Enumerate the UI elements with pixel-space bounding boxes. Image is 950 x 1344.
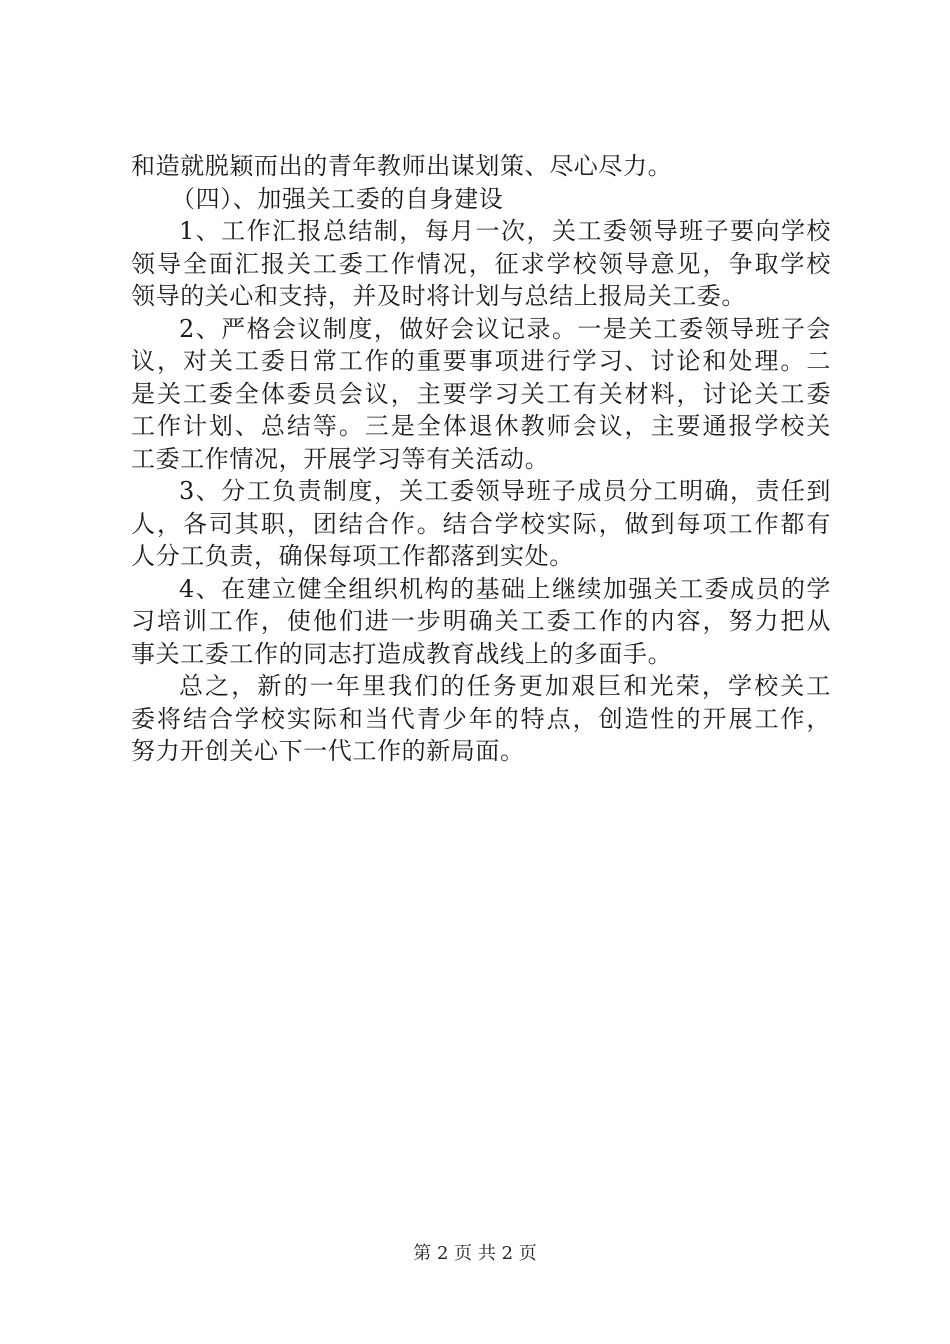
paragraph-2-line: 议，对关工委日常工作的重要事项进行学习、讨论和处理。二 bbox=[131, 347, 831, 375]
text-line: 和造就脱颖而出的青年教师出谋划策、尽心尽力。 bbox=[131, 152, 673, 180]
conclusion-line: 总之，新的一年里我们的任务更加艰巨和光荣，学校关工 bbox=[179, 672, 831, 700]
paragraph-3-line: 人分工负责，确保每项工作都落到实处。 bbox=[131, 542, 574, 570]
conclusion-line: 委将结合学校实际和当代青少年的特点，创造性的开展工作， bbox=[131, 704, 831, 733]
paragraph-1-line: 领导全面汇报关工委工作情况，征求学校领导意见，争取学校 bbox=[131, 249, 831, 278]
paragraph-2-line: 2、严格会议制度，做好会议记录。一是关工委领导班子会 bbox=[179, 314, 831, 343]
paragraph-3-line: 3、分工负责制度，关工委领导班子成员分工明确，责任到 bbox=[179, 477, 831, 505]
paragraph-2-line: 工作计划、总结等。三是全体退休教师会议，主要通报学校关 bbox=[131, 412, 831, 440]
document-body bbox=[131, 150, 831, 768]
paragraph-4-line: 4、在建立健全组织机构的基础上继续加强关工委成员的学 bbox=[179, 574, 831, 603]
paragraph-4-line: 事关工委工作的同志打造成教育战线上的多面手。 bbox=[131, 639, 673, 668]
page-number-footer: 第 2 页 共 2 页 bbox=[413, 1243, 537, 1264]
section-heading: （四）、加强关工委的自身建设 bbox=[171, 184, 504, 213]
paragraph-1-line: 领导的关心和支持，并及时将计划与总结上报局关工委。 bbox=[131, 282, 746, 310]
conclusion-line: 努力开创关心下一代工作的新局面。 bbox=[131, 737, 525, 765]
paragraph-2-line: 工委工作情况，开展学习等有关活动。 bbox=[131, 444, 550, 473]
paragraph-2-line: 是关工委全体委员会议，主要学习关工有关材料，讨论关工委 bbox=[131, 379, 831, 408]
paragraph-1-line: 1、工作汇报总结制，每月一次，关工委领导班子要向学校 bbox=[179, 217, 831, 245]
paragraph-3-line: 人，各司其职，团结合作。结合学校实际，做到每项工作都有 bbox=[131, 509, 831, 538]
paragraph-4-line: 习培训工作，使他们进一步明确关工委工作的内容，努力把从 bbox=[131, 607, 831, 635]
